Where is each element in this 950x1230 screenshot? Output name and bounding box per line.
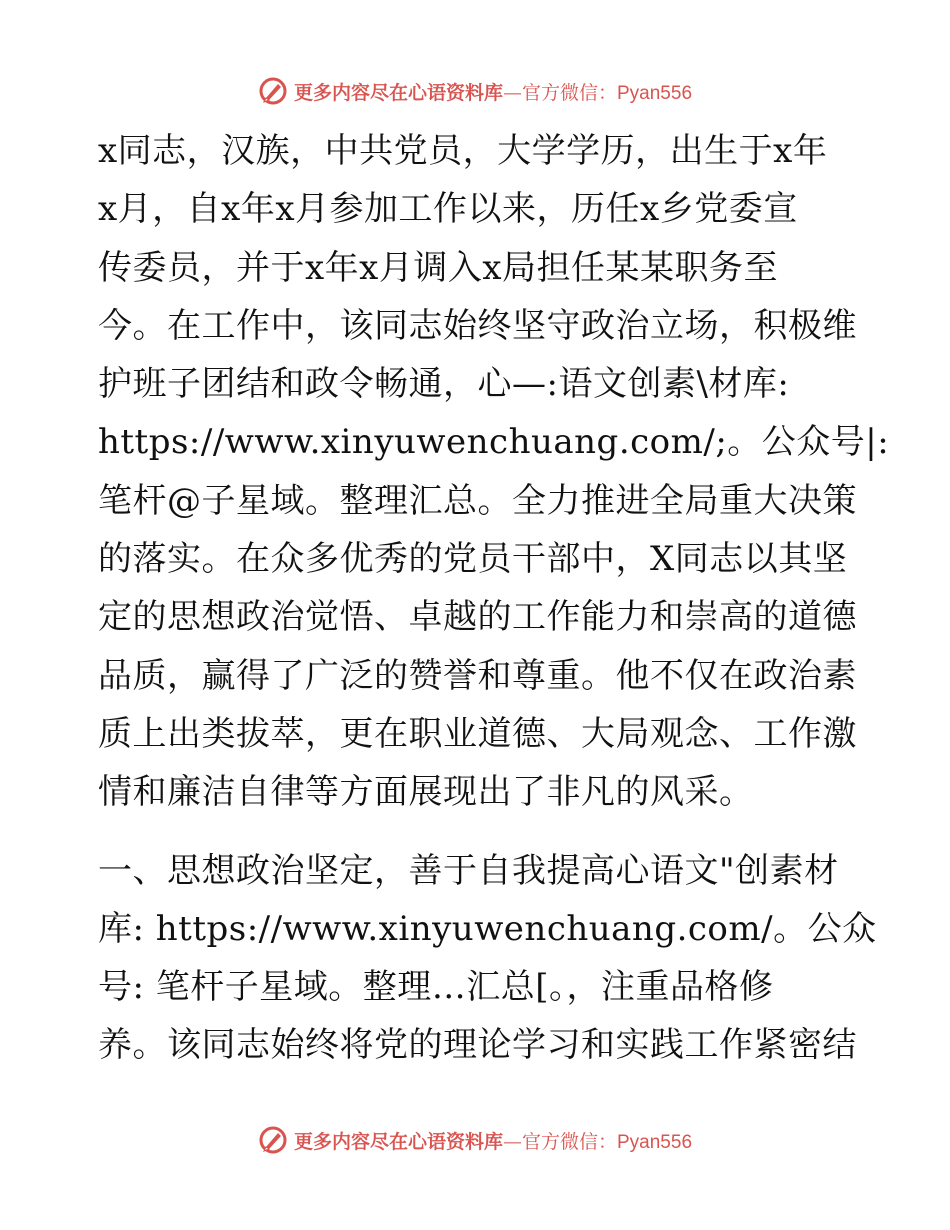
- watermark-text: [294, 1127, 692, 1154]
- watermark-official: 官方微信：: [521, 1130, 617, 1153]
- text-line: 传委员，并于x年x月调入x局担任某某职务至: [98, 247, 779, 288]
- watermark-brand: 更多内容尽在心语资料库: [293, 1130, 503, 1153]
- text-line: 笔杆@子星域。整理汇总。全力推进全局重大决策: [98, 480, 857, 521]
- text-line: https://www.xinyuwenchuang.com/;。公众号|:: [98, 422, 890, 463]
- watermark-id: Pyan556: [617, 1131, 693, 1153]
- text-line: 情和廉洁自律等方面展现出了非凡的风采。: [98, 772, 754, 813]
- paragraph-2: [98, 842, 877, 1075]
- pen-logo-icon: [258, 76, 288, 106]
- text-line: 品质，赢得了广泛的赞誉和尊重。他不仅在政治素: [98, 655, 857, 696]
- document-body: [98, 122, 890, 1075]
- text-line: 号: 笔杆子星域。整理…汇总[。，注重品格修: [98, 967, 774, 1008]
- paragraph-gap: [98, 822, 858, 842]
- text-line: 养。该同志始终将党的理论学习和实践工作紧密结: [98, 1025, 857, 1066]
- watermark-id: Pyan556: [617, 82, 693, 104]
- watermark-text: [294, 78, 692, 105]
- text-line: x月，自x年x月参加工作以来，历任x乡党委宣: [98, 189, 798, 230]
- header-watermark: [0, 71, 950, 111]
- text-line: 质上出类拔萃，更在职业道德、大局观念、工作激: [98, 713, 857, 754]
- watermark-dash: —: [502, 1130, 522, 1153]
- text-line: 今。在工作中，该同志始终坚守政治立场，积极维: [98, 305, 857, 346]
- pen-logo-icon: [258, 1125, 288, 1155]
- text-line: 一、思想政治坚定，善于自我提高心语文"创素材: [98, 850, 839, 891]
- watermark-official: 官方微信：: [521, 81, 617, 104]
- text-line: 的落实。在众多优秀的党员干部中，X同志以其坚: [98, 539, 848, 580]
- text-line: 库: https://www.xinyuwenchuang.com/。公众: [98, 908, 877, 949]
- watermark-dash: —: [502, 81, 522, 104]
- text-line: 定的思想政治觉悟、卓越的工作能力和崇高的道德: [98, 597, 857, 638]
- text-line: 护班子团结和政令畅通，心—:语文创素\材库:: [98, 364, 790, 405]
- text-line: x同志，汉族，中共党员，大学学历，出生于x年: [98, 131, 828, 171]
- footer-watermark: [0, 1120, 950, 1160]
- paragraph-1: [98, 122, 890, 822]
- watermark-brand: 更多内容尽在心语资料库: [293, 81, 503, 104]
